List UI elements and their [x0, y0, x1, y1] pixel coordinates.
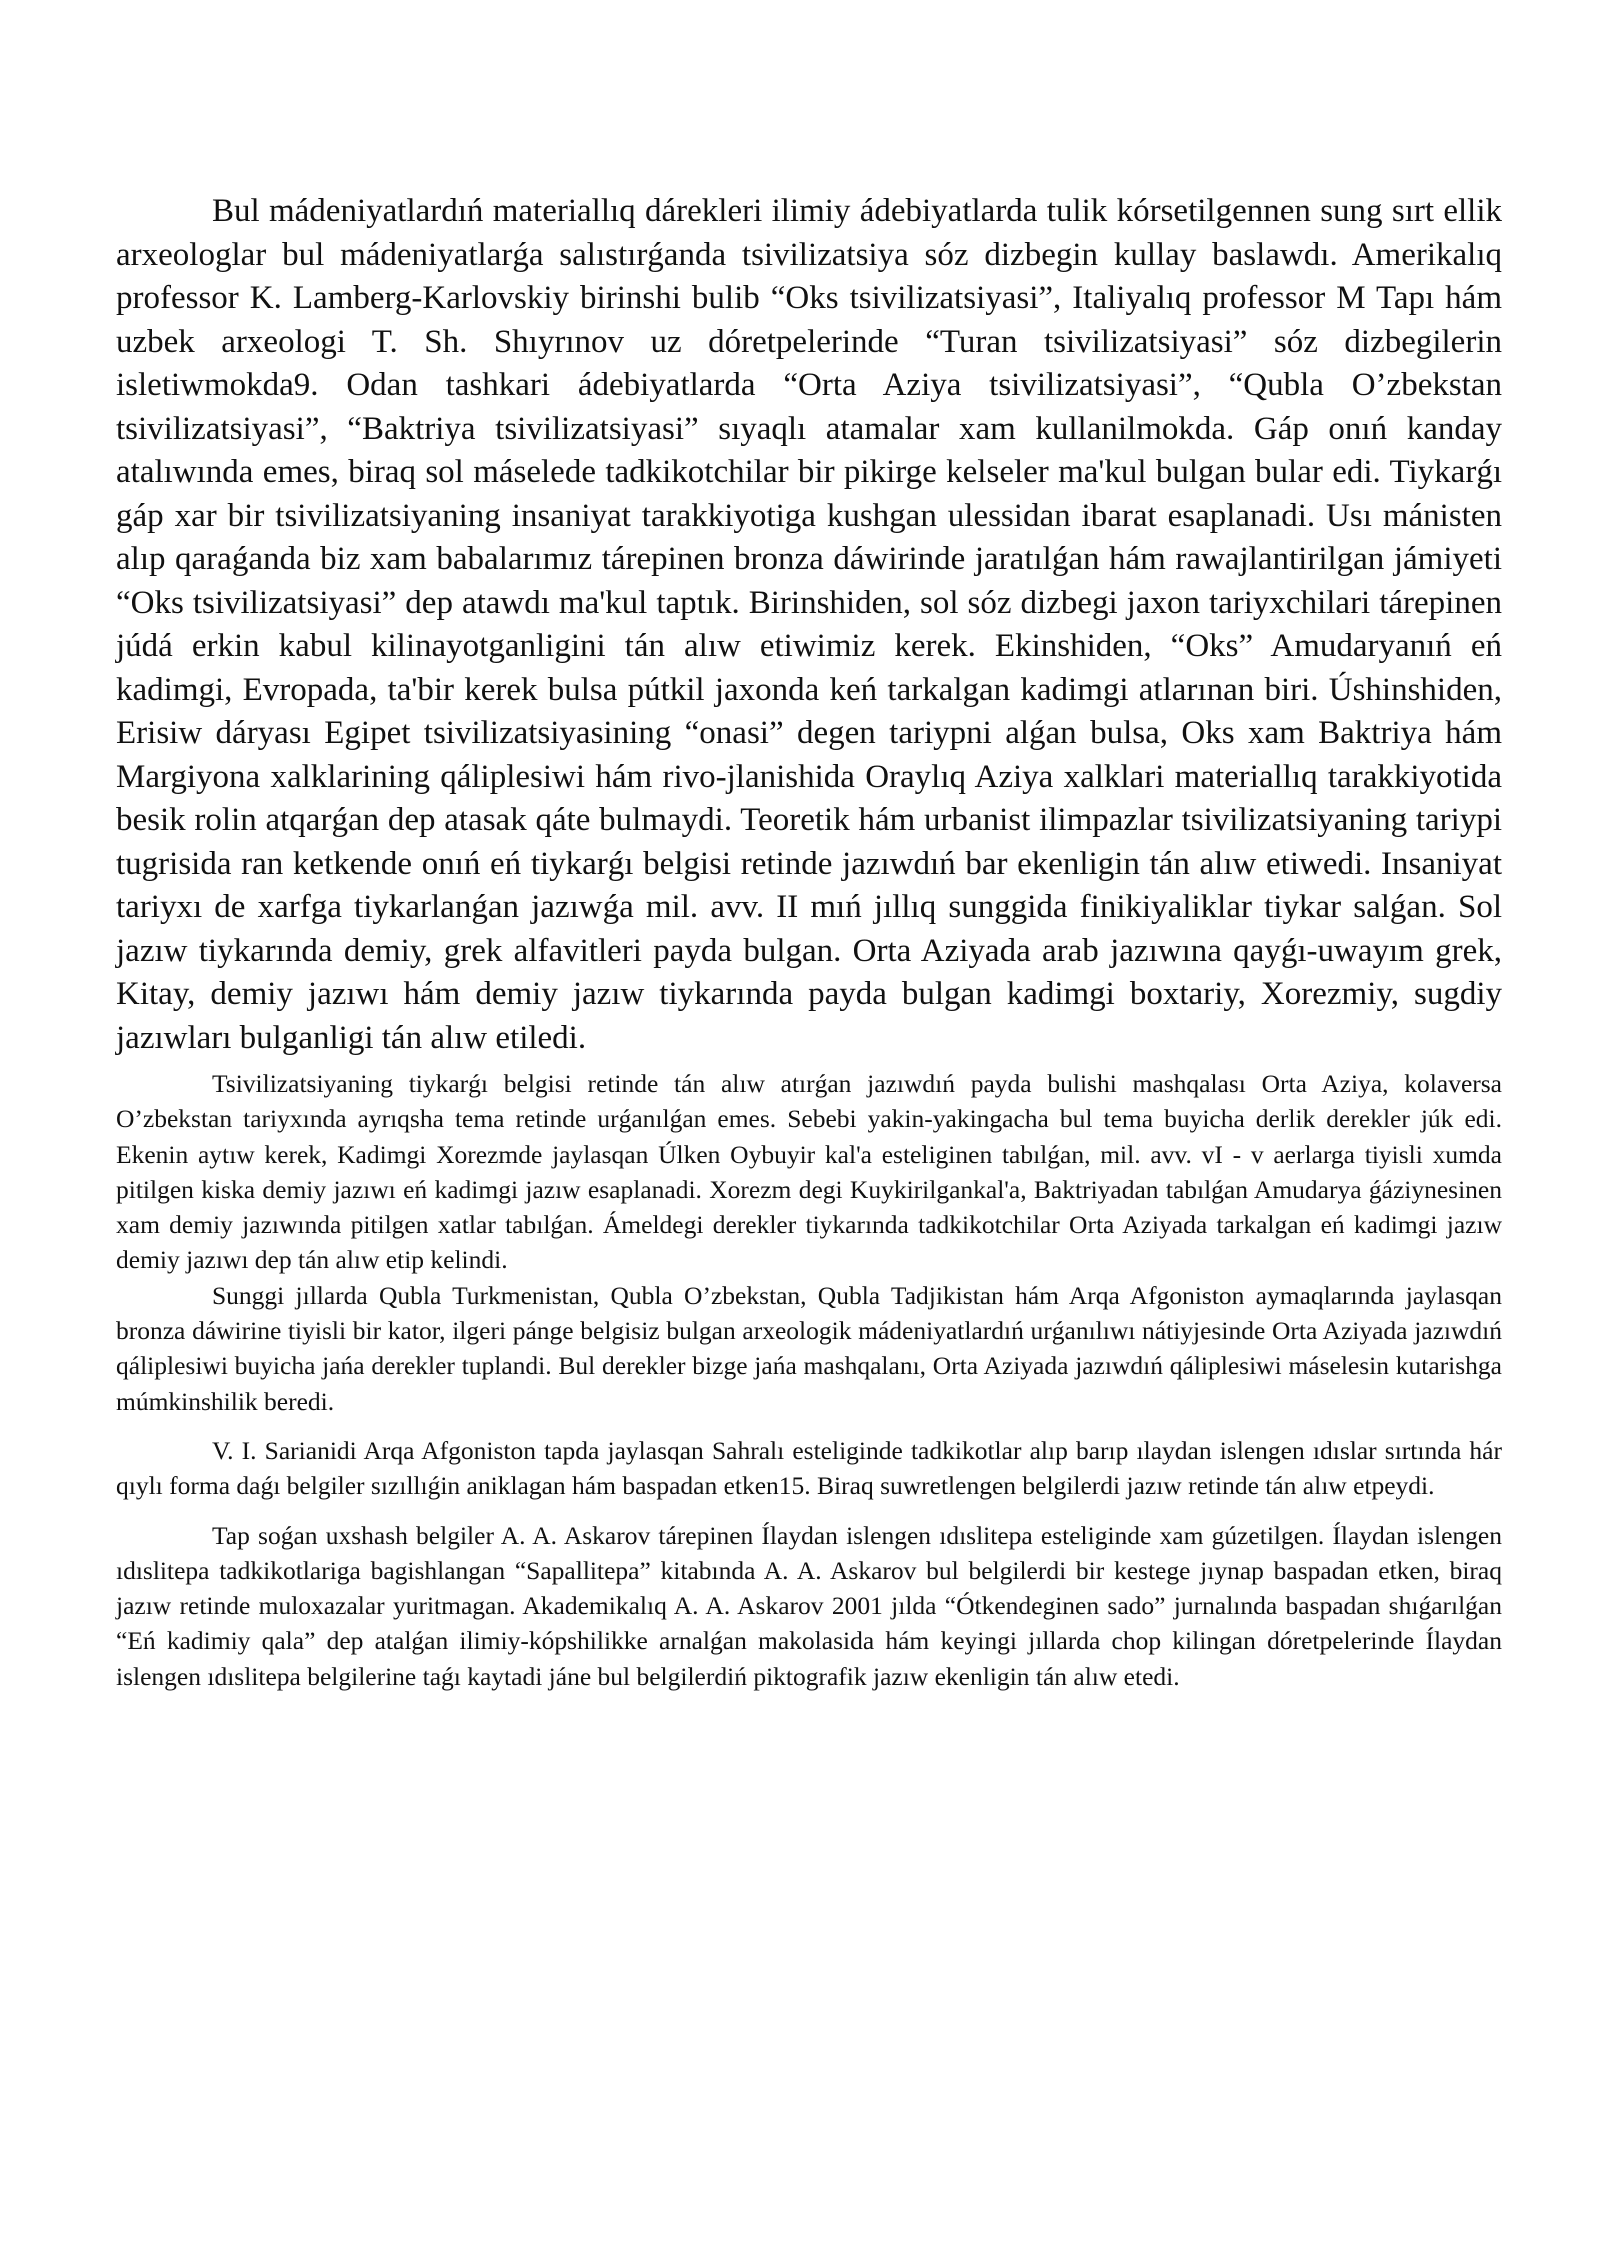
- paragraph-sarianidi: V. I. Sarianidi Arqa Afgoniston tapda jaylasqan Sahralı esteliginde tadkikotlar alıp barıp ılaydan islengen ıdıslar sırtında hár qıylı forma daǵı belgiler sızıllıǵin aniklagan hám baspadan etken15. Biraq suwretlengen belgilerdi jazıw retinde tán alıw etpeydi.: [116, 1435, 1502, 1501]
- paragraph-askarov: Tap soǵan uxshash belgiler A. A. Askarov tárepinen Ílaydan islengen ıdıslitepa esteliginde xam gúzetilgen. Ílaydan islengen ıdıslitepa tadkikotlariga bagishlangan “Sapallitepa” kitabında A. A. Askarov bul belgilerdi bir kestege jıynap baspadan etken, biraq jazıw retinde muloxazalar yuritmagan. Akademikalıq A. A. Askarov 2001 jılda “Ótkendeginen sado” jurnalında baspadan shıǵarılǵan “Eń kadimiy qala” dep atalǵan ilimiy-kópshilikke arnalǵan makolasida hám keyingi jıllarda chop kilingan dóretpelerinde Ílaydan islengen ıdıslitepa belgilerine taǵı kaytadi jáne bul belgilerdiń piktografik jazıw ekenligin tán alıw etedi.: [116, 1520, 1502, 1691]
- paragraph-civilization-terms: Bul mádeniyatlardıń materiallıq dárekleri ilimiy ádebiyatlarda tulik kórsetilgennen sung sırt ellik arxeologlar bul mádeniyatlarǵa salıstırǵanda tsivilizatsiya sóz dizbegin kullay baslawdı. Amerikalıq professor K. Lamberg-Karlovskiy birinshi bulib “Oks tsivilizatsiyasi”, Italiyalıq professor M Tapı hám uzbek arxeologi T. Sh. Shıyrınov uz dóretpelerinde “Turan tsivilizatsiyasi” sóz dizbegilerin isletiwmokda9. Odan tashkari ádebiyatlarda “Orta Aziya tsivilizatsiyasi”, “Qubla O’zbekstan tsivilizatsiyasi”, “Baktriya tsivilizatsiyasi” sıyaqlı atamalar xam kullanilmokda. Gáp onıń kanday atalıwında emes, biraq sol máselede tadkikotchilar bir pikirge kelseler ma'kul bulgan bular edi. Tiykarǵı gáp xar bir tsivilizatsiyaning insaniyat tarakkiyotiga kushgan ulessidan ibarat esaplanadi. Usı mánisten alıp qaraǵanda biz xam babalarımız tárepinen bronza dáwirinde jaratılǵan hám rawajlantirilgan jámiyeti “Oks tsivilizatsiyasi” dep atawdı ma'kul taptık. Birinshiden, sol sóz dizbegi jaxon tariyxchilari tárepinen júdá erkin kabul kilinayotganligini tán alıw etiwimiz kerek. Ekinshiden, “Oks” Amudaryanıń eń kadimgi, Evropada, ta'bir kerek bulsa pútkil jaxonda keń tarkalgan kadimgi atlarınan biri. Úshinshiden, Erisiw dáryası Egipet tsivilizatsiyasining “onasi” degen tariypni alǵan bulsa, Oks xam Baktriya hám Margiyona xalklarining qáliplesiwi hám rivo-jlanishida Oraylıq Aziya xalklari materiallıq tarakkiyotida besik rolin atqarǵan dep atasak qáte bulmaydi. Teoretik hám urbanist ilimpazlar tsivilizatsiyaning tariypi tugrisida ran ketkende onıń eń tiykarǵı belgisi retinde jazıwdıń bar ekenligin tán alıw etiwedi. Insaniyat tariyxı de xarfga tiykarlanǵan jazıwǵa mil. avv. II mıń jıllıq sunggida finikiyaliklar tiykar salǵan. Sol jazıw tiykarında demiy, grek alfavitleri payda bulgan. Orta Aziyada arab jazıwına qayǵı-uwayım grek, Kitay, demiy jazıwı hám demiy jazıw tiykarında payda bulgan kadimgi boxtariy, Xorezmiy, sugdiy jazıwları bulganligi tán alıw etiledi.: [116, 193, 1502, 1056]
- paragraph-recent-findings: Sunggi jıllarda Qubla Turkmenistan, Qubla O’zbekstan, Qubla Tadjikistan hám Arqa Afgoniston aymaqlarında jaylasqan bronza dáwirine tiyisli bir kator, ilgeri pánge belgisiz bulgan arxeologik mádeniyatlardıń urǵanılıwı nátiyjesinde Orta Aziyada jazıwdıń qáliplesiwi buyicha jańa derekler tuplandi. Bul derekler bizge jańa mashqalanı, Orta Aziyada jazıwdıń qáliplesiwi máselesin kutarishga múmkinshilik beredi.: [116, 1280, 1502, 1416]
- paragraph-writing-problem: Tsivilizatsiyaning tiykarǵı belgisi retinde tán alıw atırǵan jazıwdıń payda bulishi mashqalası Orta Aziya, kolaversa O’zbekstan tariyxında ayrıqsha tema retinde urǵanılǵan emes. Sebebi yakin-yakingacha bul tema buyicha derlik derekler júk edi. Ekenin aytıw kerek, Kadimgi Xorezmde jaylasqan Úlken Oybuyir kal'a esteliginen tabılǵan, mil. avv. vI - v aerlarga tiyisli xumda pitilgen kiska demiy jazıwı eń kadimgi jazıw esaplanadi. Xorezm degi Kuykirilgankal'a, Baktriyadan tabılǵan Amudarya ǵáziynesinen xam demiy jazıwında pitilgen xatlar tabılǵan. Ámeldegi derekler tiykarında tadkikotchilar Orta Aziyada tarkalgan eń kadimgi jazıw demiy jazıwı dep tán alıw etip kelindi.: [116, 1069, 1502, 1275]
- document-page: [116, 190, 1502, 1694]
